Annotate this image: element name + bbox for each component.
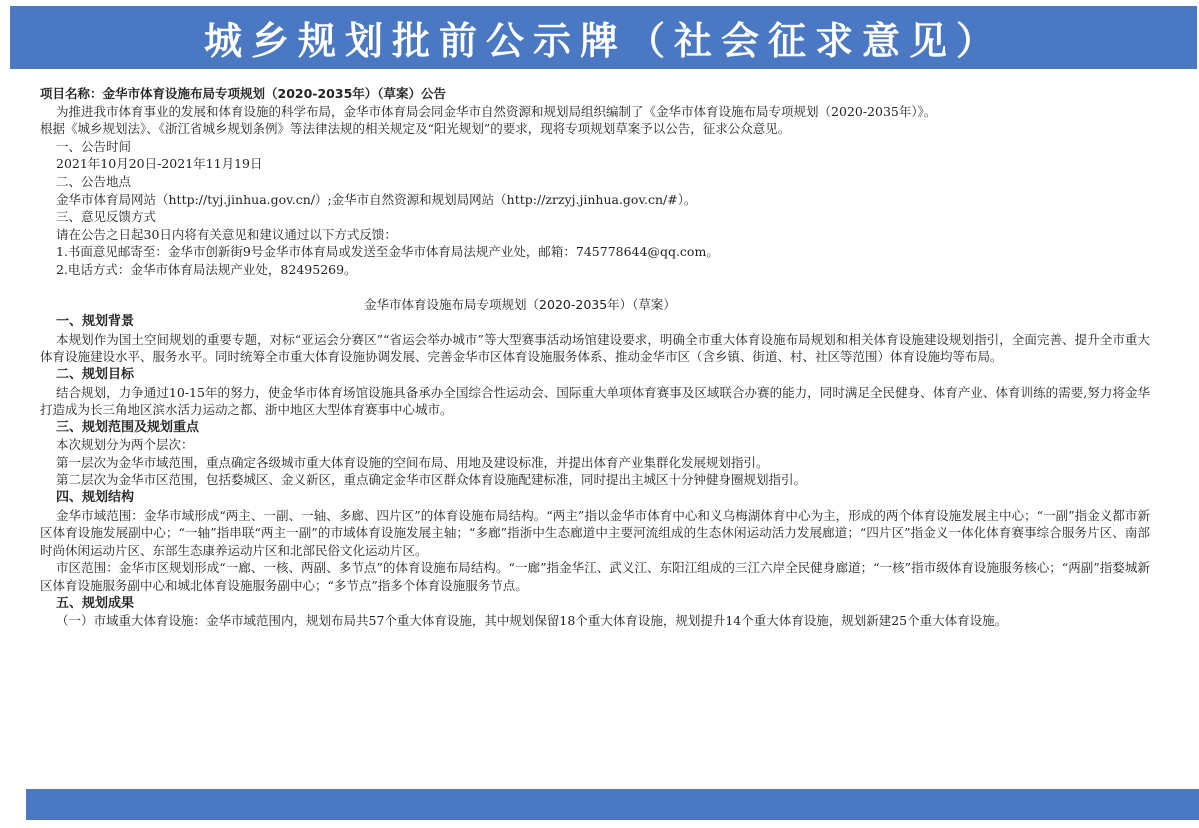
plan-title: 金华市体育设施布局专项规划（2020-2035年）（草案） <box>364 296 676 312</box>
notice-content <box>40 85 1150 630</box>
section-place-text: 金华市体育局网站（http://tyj.jinhua.gov.cn/）;金华市自然资源和规划局网站（http://zrzyj.jinhua.gov.cn/#）。 <box>56 191 697 207</box>
plan-section-structure-text-1: 金华市域范围：金华市域形成“两主、一副、一轴、多廊、四片区”的体育设施布局结构。“两主”指以金华市体育中心和义乌梅湖体育中心为主，形成的两个体育设施发展主中心；“一副”指金义都市新区体育设施发展副中心；“一轴”指串联“两主一副”的市域体育设施发展主轴；“多廊”指浙中生态廊道中主要河流组成的生态休闲运动活力发展廊道；“四片区”指金义一体化体育赛事综合服务片区、南部时尚休闲运动片区、东部生态康养运动片区和北部民俗文化运动片区。 <box>40 507 1150 558</box>
plan-section-scope-text-3: 第二层次为金华市区范围，包括婺城区、金义新区，重点确定金华市区群众体育设施配建标准，同时提出主城区十分钟健身圈规划指引。 <box>56 472 807 488</box>
feedback-item-mail: 1.书面意见邮寄至：金华市创新街9号金华市体育局或发送至金华市体育局法规产业处，邮箱：745778644@qq.com。 <box>56 244 719 260</box>
plan-section-goal-text: 结合规划，力争通过10-15年的努力，使金华市体育场馆设施具备承办全国综合性运动会、国际重大单项体育赛事及区域联合办赛的能力，同时满足全民健身、体育产业、体育训练的需要,努力将金华打造成为长三角地区滨水活力运动之都、浙中地区大型体育赛事中心城市。 <box>40 384 1150 418</box>
header-banner <box>10 6 1197 69</box>
plan-section-background-title: 一、规划背景 <box>56 314 135 330</box>
footer-bar <box>26 789 1199 820</box>
plan-section-structure-text-2: 市区范围：金华市区规划形成“一廊、一核、两副、多节点”的体育设施布局结构。“一廊”指金华江、武义江、东阳江组成的三江六岸全民健身廊道；“一核”指市级体育设施服务核心；“两副”指婺城新区体育设施服务副中心和城北体育设施服务副中心；“多节点”指多个体育设施服务节点。 <box>40 560 1150 594</box>
section-feedback-text: 请在公告之日起30日内将有关意见和建议通过以下方式反馈： <box>56 226 397 242</box>
intro-paragraph-1: 为推进我市体育事业的发展和体育设施的科学布局，金华市体育局会同金华市自然资源和规划局组织编制了《金华市体育设施布局专项规划（2020-2035年）》。 <box>56 103 937 119</box>
intro-paragraph-2: 根据《城乡规划法》、《浙江省城乡规划条例》等法律法规的相关规定及“阳光规划”的要求，现将专项规划草案予以公告，征求公众意见。 <box>40 121 791 137</box>
section-time-title: 一、公告时间 <box>56 138 132 154</box>
plan-section-structure-title: 四、规划结构 <box>56 490 135 506</box>
section-place-title: 二、公告地点 <box>56 173 132 189</box>
plan-section-results-text-1: （一）市域重大体育设施：金华市域范围内，规划布局共57个重大体育设施，其中规划保留18个重大体育设施，规划提升14个重大体育设施，规划新建25个重大体育设施。 <box>56 613 1008 629</box>
plan-section-scope-text-2: 第一层次为金华市域范围，重点确定各级城市重大体育设施的空间布局、用地及建设标准，并提出体育产业集群化发展规划指引。 <box>56 454 769 470</box>
project-name: 项目名称：金华市体育设施布局专项规划（2020-2035年）（草案）公告 <box>40 86 447 101</box>
section-time-text: 2021年10月20日-2021年11月19日 <box>56 156 263 172</box>
plan-section-background-text: 本规划作为国土空间规划的重要专题，对标“亚运会分赛区”“省运会举办城市”等大型赛事活动场馆建设要求，明确全市重大体育设施布局规划和相关体育设施建设规划指引，全面完善、提升全市重大体育设施建设水平、服务水平。同时统筹全市重大体育设施协调发展、完善金华市区体育设施服务体系、推动金华市区（含乡镇、街道、村、社区等范围）体育设施均等布局。 <box>40 331 1150 365</box>
plan-section-results-title: 五、规划成果 <box>56 595 135 611</box>
page-title: 城乡规划批前公示牌（社会征求意见） <box>203 19 1003 63</box>
plan-section-goal-title: 二、规划目标 <box>56 366 135 382</box>
plan-section-scope-text-1: 本次规划分为两个层次： <box>56 437 194 453</box>
section-feedback-title: 三、意见反馈方式 <box>56 209 157 225</box>
feedback-item-phone: 2.电话方式：金华市体育局法规产业处，82495269。 <box>56 261 357 277</box>
plan-section-scope-title: 三、规划范围及规划重点 <box>56 419 200 435</box>
